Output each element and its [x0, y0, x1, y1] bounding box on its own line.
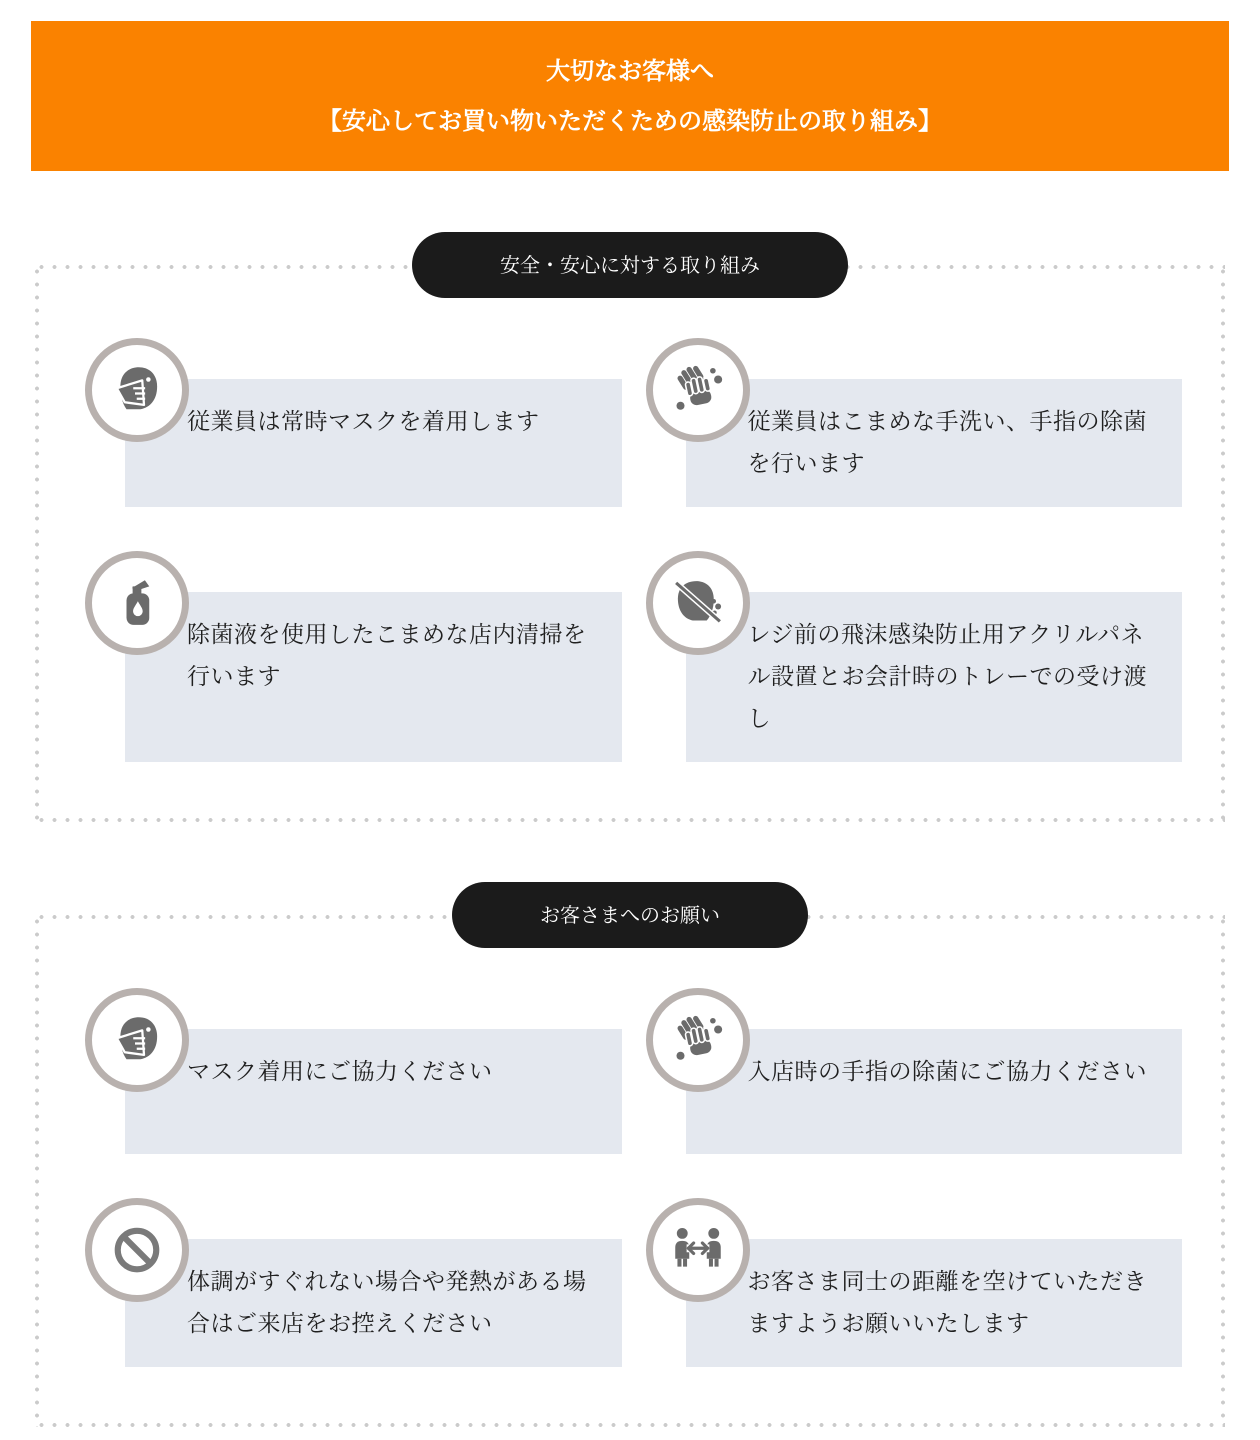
sanitizer-bottle-icon: [85, 551, 189, 655]
request-text: 体調がすぐれない場合や発熱がある場合はご来店をお控えください: [187, 1269, 587, 1337]
section-title-pill: 安全・安心に対する取り組み: [412, 232, 848, 298]
request-text: お客さま同士の距離を空けていただきますようお願いいたします: [747, 1269, 1147, 1337]
measure-textbox: [125, 592, 622, 762]
measure-item-panel: [646, 551, 1183, 762]
prohibition-icon: [85, 1198, 189, 1302]
request-textbox: [125, 1239, 622, 1367]
request-textbox: [686, 1239, 1183, 1367]
social-distance-icon: [646, 1198, 750, 1302]
request-item-distance: [646, 1198, 1183, 1367]
mask-face-icon: [85, 988, 189, 1092]
measure-textbox: [125, 379, 622, 507]
hand-washing-icon: [646, 338, 750, 442]
section-customer-requests: [35, 903, 1225, 1427]
measure-item-cleaning: [85, 551, 622, 762]
measure-textbox: [686, 379, 1183, 507]
measure-text: 従業員は常時マスクを着用します: [187, 409, 540, 435]
request-text: マスク着用にご協力ください: [187, 1059, 493, 1085]
section-safety-measures: [35, 253, 1225, 822]
request-item-mask: [85, 988, 622, 1154]
measure-item-mask: [85, 338, 622, 507]
request-item-stayhome: [85, 1198, 622, 1367]
no-droplet-icon: [646, 551, 750, 655]
header-banner: [31, 21, 1229, 171]
measure-text: レジ前の飛沫感染防止用アクリルパネル設置とお会計時のトレーでの受け渡し: [747, 622, 1147, 732]
measure-item-handwash: [646, 338, 1183, 507]
section-title-pill: お客さまへのお願い: [452, 882, 808, 948]
header-line2: 【安心してお買い物いただくための感染防止の取り組み】: [318, 107, 942, 135]
mask-face-icon: [85, 338, 189, 442]
header-line1: 大切なお客様へ: [546, 57, 714, 85]
measure-text: 除菌液を使用したこまめな店内清掃を行います: [187, 622, 587, 690]
measure-items-grid: [85, 338, 1182, 762]
request-text: 入店時の手指の除菌にご協力ください: [747, 1059, 1147, 1085]
request-items-grid: [85, 988, 1182, 1367]
request-textbox: [125, 1029, 622, 1154]
request-textbox: [686, 1029, 1183, 1154]
request-item-sanitize: [646, 988, 1183, 1154]
measure-text: 従業員はこまめな手洗い、手指の除菌を行います: [747, 409, 1147, 477]
measure-textbox: [686, 592, 1183, 762]
hand-washing-icon: [646, 988, 750, 1092]
